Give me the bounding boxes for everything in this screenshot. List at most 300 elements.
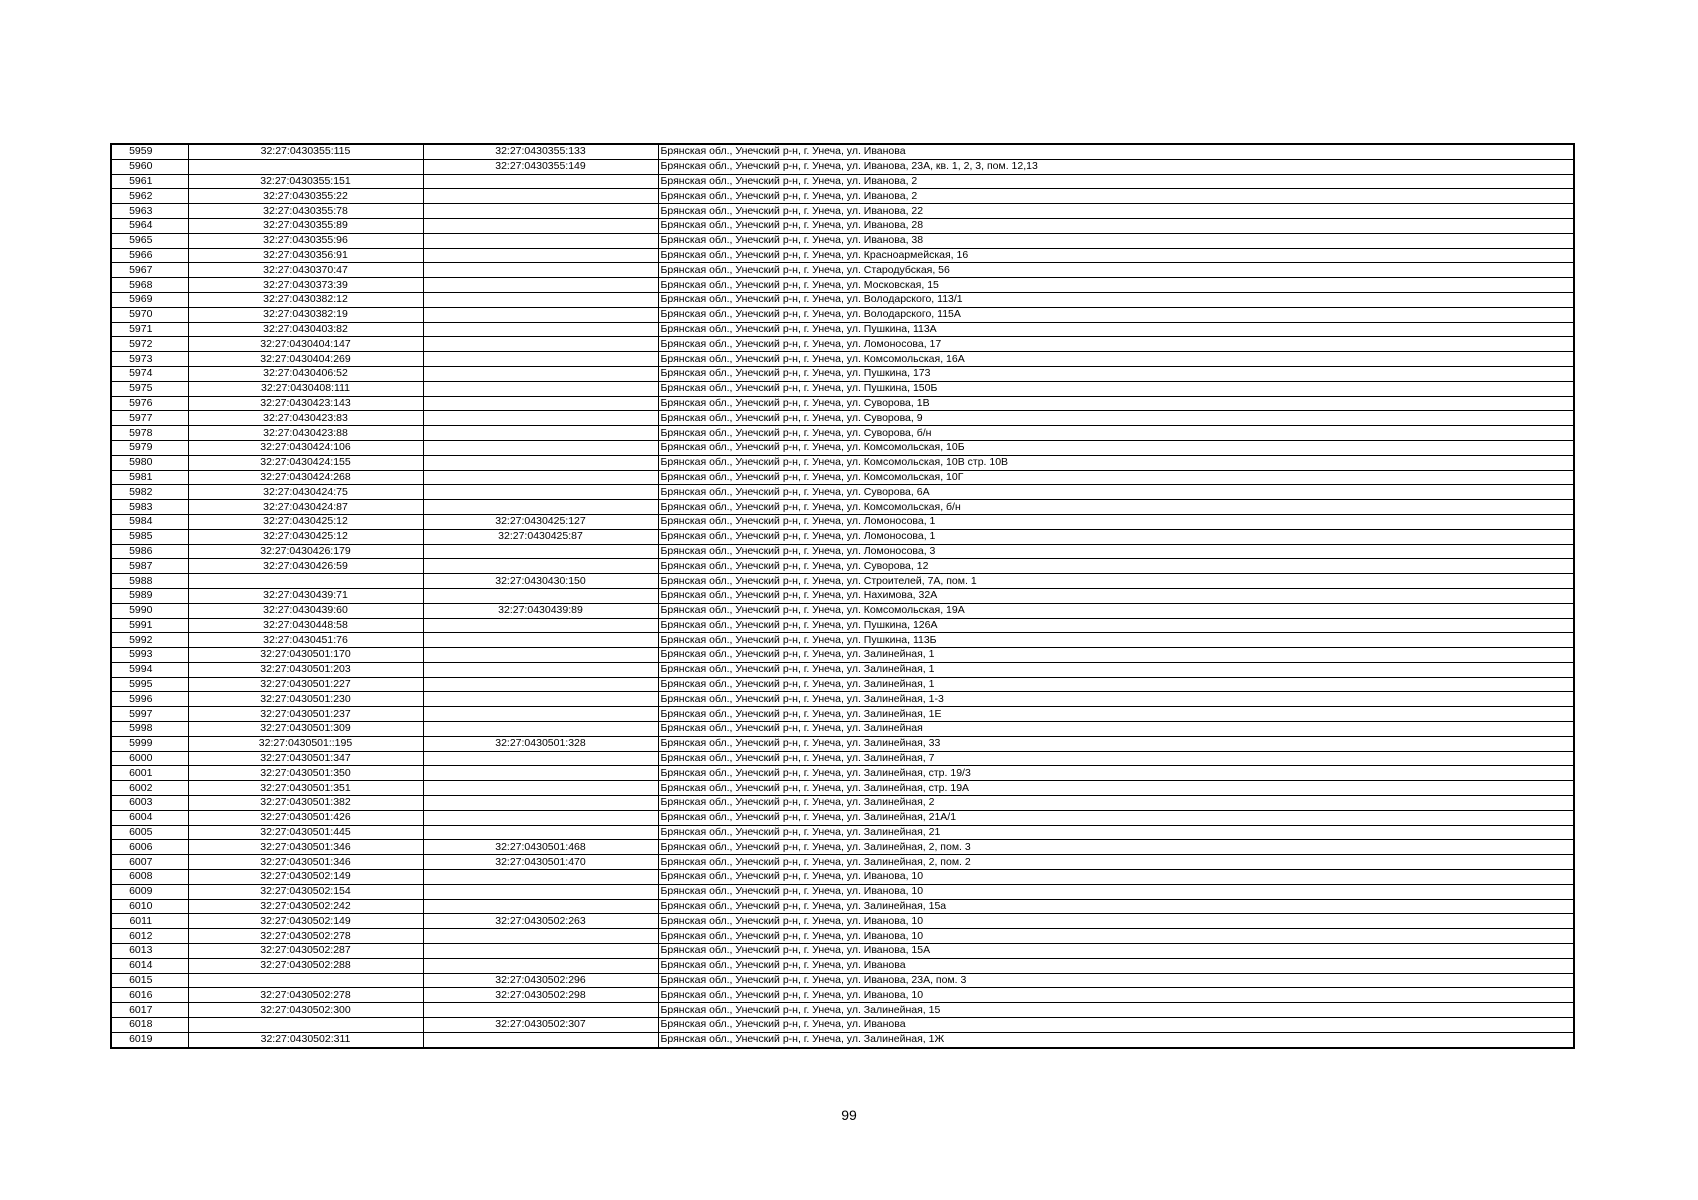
row-number-cell: 5992 — [111, 633, 188, 648]
cadastral-number-cell: 32:27:0430502:311 — [188, 1032, 423, 1047]
table-row — [111, 337, 1574, 352]
row-number-cell: 6011 — [111, 914, 188, 929]
table-row — [111, 751, 1574, 766]
related-cadastral-number-cell — [423, 440, 658, 455]
row-number-cell: 6006 — [111, 840, 188, 855]
related-cadastral-number-cell — [423, 633, 658, 648]
table-row — [111, 707, 1574, 722]
table-row — [111, 248, 1574, 263]
cadastral-number-cell: 32:27:0430423:88 — [188, 426, 423, 441]
related-cadastral-number-cell: 32:27:0430502:263 — [423, 914, 658, 929]
related-cadastral-number-cell — [423, 337, 658, 352]
row-number-cell: 5975 — [111, 381, 188, 396]
address-cell: Брянская обл., Унечский р-н, г. Унеча, ул. Иванова, 38 — [658, 233, 1574, 248]
table-row — [111, 633, 1574, 648]
row-number-cell: 6010 — [111, 899, 188, 914]
related-cadastral-number-cell — [423, 796, 658, 811]
row-number-cell: 5976 — [111, 396, 188, 411]
table-row — [111, 500, 1574, 515]
cadastral-number-cell: 32:27:0430424:75 — [188, 485, 423, 500]
cadastral-number-cell: 32:27:0430502:278 — [188, 929, 423, 944]
row-number-cell: 5993 — [111, 648, 188, 663]
address-cell: Брянская обл., Унечский р-н, г. Унеча, ул. Суворова, 9 — [658, 411, 1574, 426]
row-number-cell: 5995 — [111, 677, 188, 692]
table-row — [111, 618, 1574, 633]
related-cadastral-number-cell — [423, 263, 658, 278]
related-cadastral-number-cell: 32:27:0430502:307 — [423, 1018, 658, 1033]
row-number-cell: 6018 — [111, 1018, 188, 1033]
cadastral-number-cell: 32:27:0430403:82 — [188, 322, 423, 337]
table-row — [111, 204, 1574, 219]
related-cadastral-number-cell: 32:27:0430502:296 — [423, 973, 658, 988]
related-cadastral-number-cell — [423, 559, 658, 574]
cadastral-number-cell: 32:27:0430382:19 — [188, 307, 423, 322]
table-row — [111, 159, 1574, 174]
table-row — [111, 1018, 1574, 1033]
table-row — [111, 914, 1574, 929]
address-cell: Брянская обл., Унечский р-н, г. Унеча, ул. Ломоносова, 1 — [658, 514, 1574, 529]
table-row — [111, 958, 1574, 973]
row-number-cell: 6014 — [111, 958, 188, 973]
cadastral-number-cell: 32:27:0430355:22 — [188, 189, 423, 204]
cadastral-number-cell: 32:27:0430502:287 — [188, 944, 423, 959]
cadastral-number-cell: 32:27:0430355:89 — [188, 218, 423, 233]
related-cadastral-number-cell — [423, 396, 658, 411]
cadastral-number-cell: 32:27:0430501:347 — [188, 751, 423, 766]
row-number-cell: 5981 — [111, 470, 188, 485]
address-cell: Брянская обл., Унечский р-н, г. Унеча, ул. Володарского, 113/1 — [658, 292, 1574, 307]
table-row — [111, 648, 1574, 663]
cadastral-number-cell: 32:27:0430501:350 — [188, 766, 423, 781]
row-number-cell: 6004 — [111, 810, 188, 825]
row-number-cell: 5985 — [111, 529, 188, 544]
cadastral-number-cell — [188, 973, 423, 988]
register-table — [110, 143, 1575, 1049]
address-cell: Брянская обл., Унечский р-н, г. Унеча, ул. Комсомольская, 10Б — [658, 440, 1574, 455]
table-row — [111, 366, 1574, 381]
address-cell: Брянская обл., Унечский р-н, г. Унеча, ул. Залинейная, 1 — [658, 648, 1574, 663]
table-row — [111, 855, 1574, 870]
address-cell: Брянская обл., Унечский р-н, г. Унеча, ул. Залинейная, 1 — [658, 662, 1574, 677]
row-number-cell: 6003 — [111, 796, 188, 811]
cadastral-number-cell: 32:27:0430382:12 — [188, 292, 423, 307]
cadastral-number-cell — [188, 574, 423, 589]
cadastral-number-cell: 32:27:0430424:87 — [188, 500, 423, 515]
cadastral-number-cell: 32:27:0430501:309 — [188, 722, 423, 737]
row-number-cell: 5968 — [111, 278, 188, 293]
address-cell: Брянская обл., Унечский р-н, г. Унеча, ул. Суворова, 1В — [658, 396, 1574, 411]
cadastral-number-cell: 32:27:0430404:147 — [188, 337, 423, 352]
address-cell: Брянская обл., Унечский р-н, г. Унеча, ул. Залинейная, 15 — [658, 1003, 1574, 1018]
address-cell: Брянская обл., Унечский р-н, г. Унеча, ул. Комсомольская, 19А — [658, 603, 1574, 618]
row-number-cell: 5972 — [111, 337, 188, 352]
address-cell: Брянская обл., Унечский р-н, г. Унеча, ул. Красноармейская, 16 — [658, 248, 1574, 263]
related-cadastral-number-cell — [423, 204, 658, 219]
related-cadastral-number-cell — [423, 618, 658, 633]
row-number-cell: 5991 — [111, 618, 188, 633]
related-cadastral-number-cell — [423, 825, 658, 840]
table-row — [111, 810, 1574, 825]
address-cell: Брянская обл., Унечский р-н, г. Унеча, ул. Иванова, 10 — [658, 870, 1574, 885]
row-number-cell: 5984 — [111, 514, 188, 529]
cadastral-number-cell: 32:27:0430502:288 — [188, 958, 423, 973]
table-row — [111, 278, 1574, 293]
table-row — [111, 559, 1574, 574]
address-cell: Брянская обл., Унечский р-н, г. Унеча, ул. Залинейная, 2, пом. 2 — [658, 855, 1574, 870]
table-row — [111, 352, 1574, 367]
row-number-cell: 5959 — [111, 144, 188, 159]
cadastral-number-cell: 32:27:0430408:111 — [188, 381, 423, 396]
address-cell: Брянская обл., Унечский р-н, г. Унеча, ул. Иванова, 10 — [658, 914, 1574, 929]
address-cell: Брянская обл., Унечский р-н, г. Унеча, ул. Пушкина, 126А — [658, 618, 1574, 633]
related-cadastral-number-cell: 32:27:0430439:89 — [423, 603, 658, 618]
related-cadastral-number-cell: 32:27:0430355:149 — [423, 159, 658, 174]
table-row — [111, 485, 1574, 500]
cadastral-number-cell: 32:27:0430501:227 — [188, 677, 423, 692]
cadastral-number-cell: 32:27:0430370:47 — [188, 263, 423, 278]
related-cadastral-number-cell — [423, 455, 658, 470]
cadastral-number-cell: 32:27:0430425:12 — [188, 529, 423, 544]
table-row — [111, 692, 1574, 707]
cadastral-number-cell — [188, 1018, 423, 1033]
related-cadastral-number-cell — [423, 662, 658, 677]
row-number-cell: 5974 — [111, 366, 188, 381]
page-number: 99 — [841, 1107, 857, 1123]
related-cadastral-number-cell — [423, 411, 658, 426]
address-cell: Брянская обл., Унечский р-н, г. Унеча, ул. Иванова — [658, 144, 1574, 159]
related-cadastral-number-cell: 32:27:0430430:150 — [423, 574, 658, 589]
cadastral-number-cell: 32:27:0430423:143 — [188, 396, 423, 411]
row-number-cell: 6007 — [111, 855, 188, 870]
cadastral-number-cell: 32:27:0430501:346 — [188, 855, 423, 870]
table-row — [111, 411, 1574, 426]
row-number-cell: 6002 — [111, 781, 188, 796]
address-cell: Брянская обл., Унечский р-н, г. Унеча, ул. Пушкина, 173 — [658, 366, 1574, 381]
table-row — [111, 174, 1574, 189]
cadastral-number-cell: 32:27:0430501:426 — [188, 810, 423, 825]
cadastral-number-cell: 32:27:0430439:71 — [188, 588, 423, 603]
cadastral-number-cell: 32:27:0430355:96 — [188, 233, 423, 248]
address-cell: Брянская обл., Унечский р-н, г. Унеча, ул. Залинейная, 21 — [658, 825, 1574, 840]
row-number-cell: 5983 — [111, 500, 188, 515]
related-cadastral-number-cell — [423, 500, 658, 515]
related-cadastral-number-cell — [423, 899, 658, 914]
related-cadastral-number-cell: 32:27:0430425:87 — [423, 529, 658, 544]
address-cell: Брянская обл., Унечский р-н, г. Унеча, ул. Суворова, 12 — [658, 559, 1574, 574]
address-cell: Брянская обл., Унечский р-н, г. Унеча, ул. Залинейная, стр. 19А — [658, 781, 1574, 796]
address-cell: Брянская обл., Унечский р-н, г. Унеча, ул. Залинейная — [658, 722, 1574, 737]
related-cadastral-number-cell — [423, 1032, 658, 1047]
cadastral-number-cell: 32:27:0430501:382 — [188, 796, 423, 811]
address-cell: Брянская обл., Унечский р-н, г. Унеча, ул. Иванова, 23А, пом. 3 — [658, 973, 1574, 988]
related-cadastral-number-cell — [423, 648, 658, 663]
address-cell: Брянская обл., Унечский р-н, г. Унеча, ул. Пушкина, 113Б — [658, 633, 1574, 648]
table-row — [111, 870, 1574, 885]
row-number-cell: 5998 — [111, 722, 188, 737]
table-row — [111, 736, 1574, 751]
address-cell: Брянская обл., Унечский р-н, г. Унеча, ул. Иванова, 2 — [658, 189, 1574, 204]
table-row — [111, 825, 1574, 840]
table-row — [111, 396, 1574, 411]
address-cell: Брянская обл., Унечский р-н, г. Унеча, ул. Комсомольская, 10Г — [658, 470, 1574, 485]
row-number-cell: 5967 — [111, 263, 188, 278]
row-number-cell: 5963 — [111, 204, 188, 219]
related-cadastral-number-cell — [423, 485, 658, 500]
table-row — [111, 662, 1574, 677]
cadastral-number-cell: 32:27:0430502:149 — [188, 914, 423, 929]
row-number-cell: 5978 — [111, 426, 188, 441]
row-number-cell: 5988 — [111, 574, 188, 589]
table-row — [111, 884, 1574, 899]
cadastral-number-cell: 32:27:0430451:76 — [188, 633, 423, 648]
related-cadastral-number-cell — [423, 677, 658, 692]
cadastral-number-cell: 32:27:0430501:445 — [188, 825, 423, 840]
row-number-cell: 5979 — [111, 440, 188, 455]
address-cell: Брянская обл., Унечский р-н, г. Унеча, ул. Иванова, 15А — [658, 944, 1574, 959]
table-row — [111, 677, 1574, 692]
table-row — [111, 722, 1574, 737]
cadastral-number-cell: 32:27:0430426:59 — [188, 559, 423, 574]
row-number-cell: 5982 — [111, 485, 188, 500]
related-cadastral-number-cell — [423, 751, 658, 766]
cadastral-number-cell: 32:27:0430501:230 — [188, 692, 423, 707]
address-cell: Брянская обл., Унечский р-н, г. Унеча, ул. Иванова, 28 — [658, 218, 1574, 233]
address-cell: Брянская обл., Унечский р-н, г. Унеча, ул. Комсомольская, 16А — [658, 352, 1574, 367]
related-cadastral-number-cell: 32:27:0430501:468 — [423, 840, 658, 855]
row-number-cell: 6008 — [111, 870, 188, 885]
cadastral-number-cell: 32:27:0430501:346 — [188, 840, 423, 855]
row-number-cell: 5973 — [111, 352, 188, 367]
row-number-cell: 5966 — [111, 248, 188, 263]
cadastral-number-cell: 32:27:0430423:83 — [188, 411, 423, 426]
cadastral-number-cell: 32:27:0430356:91 — [188, 248, 423, 263]
address-cell: Брянская обл., Унечский р-н, г. Унеча, ул. Пушкина, 113А — [658, 322, 1574, 337]
address-cell: Брянская обл., Унечский р-н, г. Унеча, ул. Комсомольская, 10В стр. 10В — [658, 455, 1574, 470]
cadastral-number-cell: 32:27:0430404:269 — [188, 352, 423, 367]
address-cell: Брянская обл., Унечский р-н, г. Унеча, ул. Ломоносова, 3 — [658, 544, 1574, 559]
table-row — [111, 588, 1574, 603]
table-row — [111, 189, 1574, 204]
table-row — [111, 840, 1574, 855]
table-row — [111, 455, 1574, 470]
row-number-cell: 6019 — [111, 1032, 188, 1047]
cadastral-number-cell: 32:27:0430424:106 — [188, 440, 423, 455]
address-cell: Брянская обл., Унечский р-н, г. Унеча, ул. Иванова, 10 — [658, 929, 1574, 944]
related-cadastral-number-cell: 32:27:0430501:328 — [423, 736, 658, 751]
address-cell: Брянская обл., Унечский р-н, г. Унеча, ул. Пушкина, 150Б — [658, 381, 1574, 396]
row-number-cell: 5961 — [111, 174, 188, 189]
related-cadastral-number-cell — [423, 470, 658, 485]
table-row — [111, 322, 1574, 337]
cadastral-number-cell: 32:27:0430424:268 — [188, 470, 423, 485]
row-number-cell: 5977 — [111, 411, 188, 426]
table-row — [111, 603, 1574, 618]
cadastral-number-cell: 32:27:0430501:237 — [188, 707, 423, 722]
table-row — [111, 292, 1574, 307]
register-table-body — [111, 144, 1574, 1048]
row-number-cell: 5960 — [111, 159, 188, 174]
table-row — [111, 426, 1574, 441]
address-cell: Брянская обл., Унечский р-н, г. Унеча, ул. Володарского, 115А — [658, 307, 1574, 322]
table-row — [111, 988, 1574, 1003]
address-cell: Брянская обл., Унечский р-н, г. Унеча, ул. Иванова, 2 — [658, 174, 1574, 189]
row-number-cell: 5986 — [111, 544, 188, 559]
table-row — [111, 929, 1574, 944]
address-cell: Брянская обл., Унечский р-н, г. Унеча, ул. Ломоносова, 17 — [658, 337, 1574, 352]
address-cell: Брянская обл., Унечский р-н, г. Унеча, ул. Иванова, 10 — [658, 884, 1574, 899]
related-cadastral-number-cell — [423, 722, 658, 737]
table-row — [111, 766, 1574, 781]
cadastral-number-cell: 32:27:0430355:78 — [188, 204, 423, 219]
cadastral-number-cell: 32:27:0430355:151 — [188, 174, 423, 189]
related-cadastral-number-cell — [423, 944, 658, 959]
cadastral-number-cell: 32:27:0430501:351 — [188, 781, 423, 796]
table-row — [111, 233, 1574, 248]
row-number-cell: 5965 — [111, 233, 188, 248]
address-cell: Брянская обл., Унечский р-н, г. Унеча, ул. Залинейная, 7 — [658, 751, 1574, 766]
related-cadastral-number-cell — [423, 766, 658, 781]
table-row — [111, 263, 1574, 278]
table-row — [111, 307, 1574, 322]
cadastral-number-cell — [188, 159, 423, 174]
row-number-cell: 5987 — [111, 559, 188, 574]
row-number-cell: 5989 — [111, 588, 188, 603]
related-cadastral-number-cell — [423, 781, 658, 796]
address-cell: Брянская обл., Унечский р-н, г. Унеча, ул. Иванова, 23А, кв. 1, 2, 3, пом. 12,13 — [658, 159, 1574, 174]
cadastral-number-cell: 32:27:0430502:242 — [188, 899, 423, 914]
address-cell: Брянская обл., Унечский р-н, г. Унеча, ул. Залинейная, 33 — [658, 736, 1574, 751]
cadastral-number-cell: 32:27:0430355:115 — [188, 144, 423, 159]
related-cadastral-number-cell — [423, 278, 658, 293]
row-number-cell: 6017 — [111, 1003, 188, 1018]
address-cell: Брянская обл., Унечский р-н, г. Унеча, ул. Строителей, 7А, пом. 1 — [658, 574, 1574, 589]
related-cadastral-number-cell — [423, 248, 658, 263]
cadastral-number-cell: 32:27:0430501:203 — [188, 662, 423, 677]
address-cell: Брянская обл., Унечский р-н, г. Унеча, ул. Залинейная, 1 — [658, 677, 1574, 692]
related-cadastral-number-cell: 32:27:0430425:127 — [423, 514, 658, 529]
row-number-cell: 6009 — [111, 884, 188, 899]
table-row — [111, 796, 1574, 811]
row-number-cell: 5994 — [111, 662, 188, 677]
related-cadastral-number-cell — [423, 692, 658, 707]
row-number-cell: 6000 — [111, 751, 188, 766]
address-cell: Брянская обл., Унечский р-н, г. Унеча, ул. Иванова — [658, 958, 1574, 973]
row-number-cell: 5996 — [111, 692, 188, 707]
cadastral-number-cell: 32:27:0430425:12 — [188, 514, 423, 529]
row-number-cell: 5962 — [111, 189, 188, 204]
row-number-cell: 5997 — [111, 707, 188, 722]
table-row — [111, 440, 1574, 455]
cadastral-number-cell: 32:27:0430373:39 — [188, 278, 423, 293]
row-number-cell: 6015 — [111, 973, 188, 988]
row-number-cell: 5970 — [111, 307, 188, 322]
related-cadastral-number-cell — [423, 218, 658, 233]
related-cadastral-number-cell — [423, 810, 658, 825]
cadastral-number-cell: 32:27:0430502:278 — [188, 988, 423, 1003]
address-cell: Брянская обл., Унечский р-н, г. Унеча, ул. Нахимова, 32А — [658, 588, 1574, 603]
cadastral-number-cell: 32:27:0430448:58 — [188, 618, 423, 633]
address-cell: Брянская обл., Унечский р-н, г. Унеча, ул. Залинейная, 1Ж — [658, 1032, 1574, 1047]
row-number-cell: 5964 — [111, 218, 188, 233]
table-row — [111, 218, 1574, 233]
address-cell: Брянская обл., Унечский р-н, г. Унеча, ул. Залинейная, 1Е — [658, 707, 1574, 722]
related-cadastral-number-cell — [423, 884, 658, 899]
cadastral-number-cell: 32:27:0430502:300 — [188, 1003, 423, 1018]
cadastral-number-cell: 32:27:0430424:155 — [188, 455, 423, 470]
cadastral-number-cell: 32:27:0430426:179 — [188, 544, 423, 559]
cadastral-number-cell: 32:27:0430502:154 — [188, 884, 423, 899]
table-row — [111, 144, 1574, 159]
cadastral-number-cell: 32:27:0430406:52 — [188, 366, 423, 381]
related-cadastral-number-cell: 32:27:0430501:470 — [423, 855, 658, 870]
related-cadastral-number-cell — [423, 707, 658, 722]
table-row — [111, 944, 1574, 959]
related-cadastral-number-cell — [423, 322, 658, 337]
table-row — [111, 973, 1574, 988]
address-cell: Брянская обл., Унечский р-н, г. Унеча, ул. Суворова, б/н — [658, 426, 1574, 441]
related-cadastral-number-cell: 32:27:0430502:298 — [423, 988, 658, 1003]
related-cadastral-number-cell — [423, 366, 658, 381]
address-cell: Брянская обл., Унечский р-н, г. Унеча, ул. Залинейная, 2 — [658, 796, 1574, 811]
table-row — [111, 514, 1574, 529]
row-number-cell: 5980 — [111, 455, 188, 470]
related-cadastral-number-cell — [423, 292, 658, 307]
table-row — [111, 470, 1574, 485]
related-cadastral-number-cell — [423, 544, 658, 559]
related-cadastral-number-cell — [423, 381, 658, 396]
related-cadastral-number-cell — [423, 588, 658, 603]
related-cadastral-number-cell — [423, 233, 658, 248]
address-cell: Брянская обл., Унечский р-н, г. Унеча, ул. Иванова — [658, 1018, 1574, 1033]
address-cell: Брянская обл., Унечский р-н, г. Унеча, ул. Залинейная, 2, пом. 3 — [658, 840, 1574, 855]
table-row — [111, 781, 1574, 796]
table-row — [111, 544, 1574, 559]
address-cell: Брянская обл., Унечский р-н, г. Унеча, ул. Залинейная, 15а — [658, 899, 1574, 914]
address-cell: Брянская обл., Унечский р-н, г. Унеча, ул. Ломоносова, 1 — [658, 529, 1574, 544]
cadastral-number-cell: 32:27:0430439:60 — [188, 603, 423, 618]
related-cadastral-number-cell — [423, 929, 658, 944]
address-cell: Брянская обл., Унечский р-н, г. Унеча, ул. Иванова, 22 — [658, 204, 1574, 219]
row-number-cell: 6001 — [111, 766, 188, 781]
table-row — [111, 381, 1574, 396]
table-row — [111, 529, 1574, 544]
table-row — [111, 574, 1574, 589]
related-cadastral-number-cell — [423, 426, 658, 441]
related-cadastral-number-cell — [423, 352, 658, 367]
address-cell: Брянская обл., Унечский р-н, г. Унеча, ул. Залинейная, 21А/1 — [658, 810, 1574, 825]
row-number-cell: 6013 — [111, 944, 188, 959]
address-cell: Брянская обл., Унечский р-н, г. Унеча, ул. Стародубская, 56 — [658, 263, 1574, 278]
related-cadastral-number-cell: 32:27:0430355:133 — [423, 144, 658, 159]
table-row — [111, 1003, 1574, 1018]
cadastral-number-cell: 32:27:0430502:149 — [188, 870, 423, 885]
address-cell: Брянская обл., Унечский р-н, г. Унеча, ул. Залинейная, стр. 19/3 — [658, 766, 1574, 781]
table-row — [111, 899, 1574, 914]
address-cell: Брянская обл., Унечский р-н, г. Унеча, ул. Московская, 15 — [658, 278, 1574, 293]
address-cell: Брянская обл., Унечский р-н, г. Унеча, ул. Суворова, 6А — [658, 485, 1574, 500]
address-cell: Брянская обл., Унечский р-н, г. Унеча, ул. Залинейная, 1-3 — [658, 692, 1574, 707]
row-number-cell: 6005 — [111, 825, 188, 840]
related-cadastral-number-cell — [423, 174, 658, 189]
row-number-cell: 5990 — [111, 603, 188, 618]
cadastral-number-cell: 32:27:0430501::195 — [188, 736, 423, 751]
related-cadastral-number-cell — [423, 870, 658, 885]
row-number-cell: 5971 — [111, 322, 188, 337]
address-cell: Брянская обл., Унечский р-н, г. Унеча, ул. Комсомольская, б/н — [658, 500, 1574, 515]
cadastral-number-cell: 32:27:0430501:170 — [188, 648, 423, 663]
row-number-cell: 6016 — [111, 988, 188, 1003]
related-cadastral-number-cell — [423, 958, 658, 973]
